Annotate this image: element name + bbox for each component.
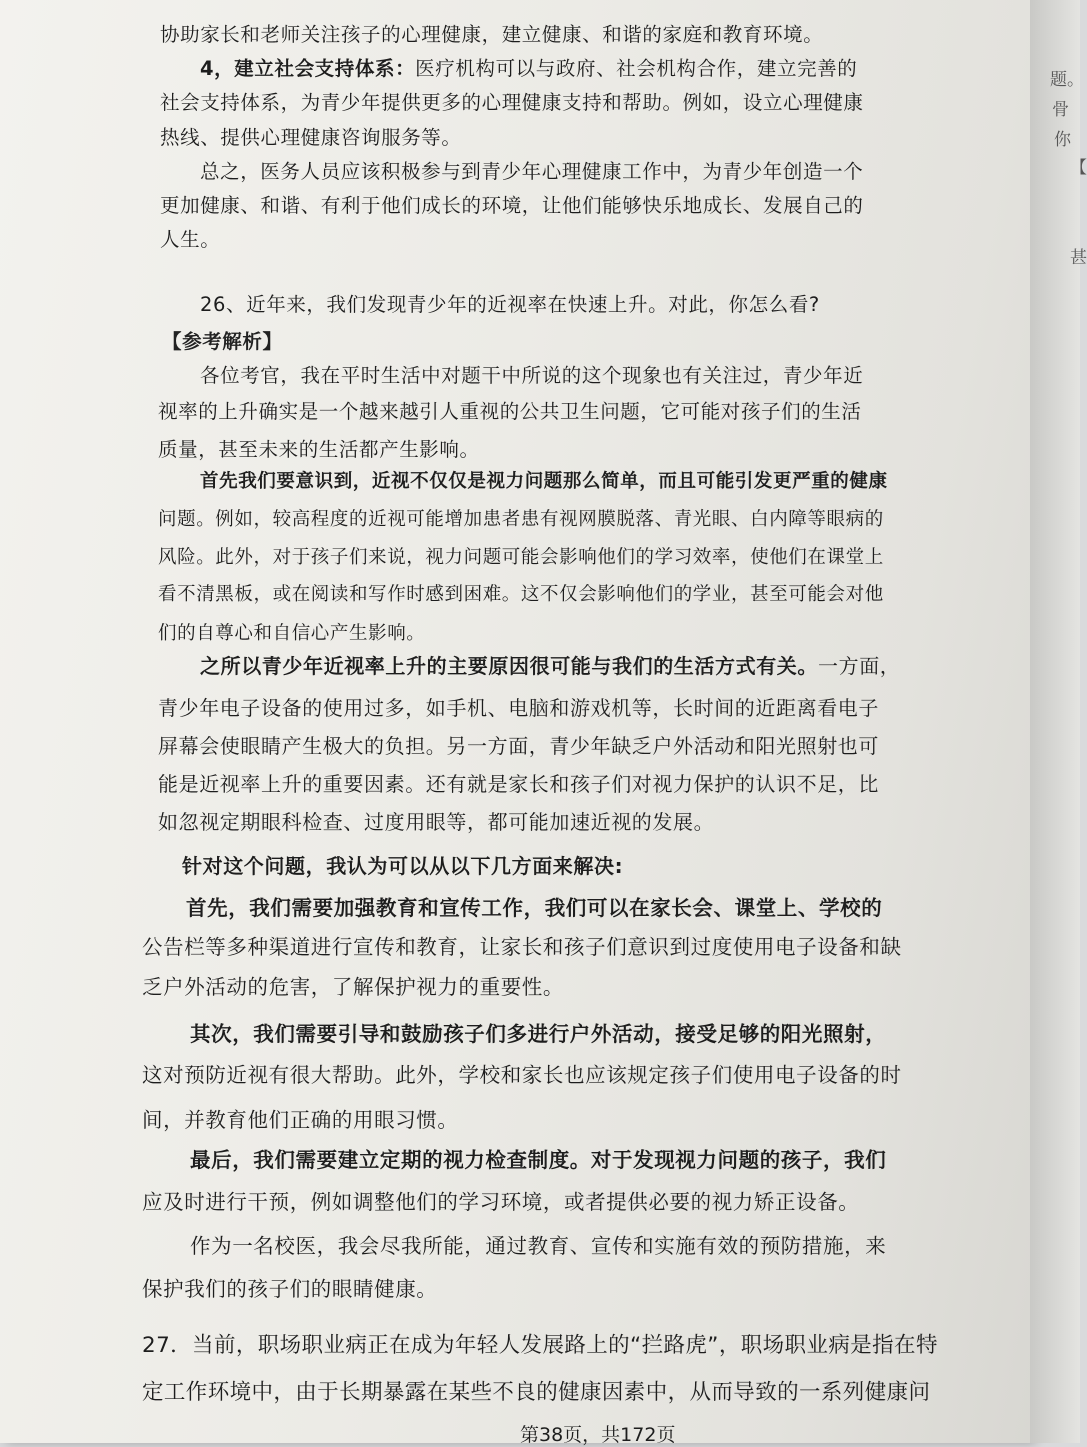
question-26: 26、近年来，我们发现青少年的近视率在快速上升。对此，你怎么看? [200, 293, 820, 316]
text-line: 各位考官，我在平时生活中对题干中所说的这个现象也有关注过，青少年近 [200, 364, 864, 387]
text-line: 保护我们的孩子们的眼睛健康。 [142, 1277, 438, 1301]
adjacent-page-edge [1030, 0, 1087, 1443]
text-line: 总之，医务人员应该积极参与到青少年心理健康工作中，为青少年创造一个 [200, 160, 864, 183]
edge-text: 甚 [1070, 248, 1087, 268]
text-line: 看不清黑板，或在阅读和写作时感到困难。这不仅会影响他们的学业，甚至可能会对他 [158, 584, 884, 605]
text-line [200, 59, 857, 79]
text-line: 间，并教育他们正确的用眼习惯。 [142, 1108, 459, 1132]
edge-text: 骨 [1052, 100, 1069, 120]
text-line: 定工作环境中，由于长期暴露在某些不良的健康因素中，从而导致的一系列健康问 [142, 1380, 931, 1405]
text-line: 针对这个问题，我认为可以从以下几方面来解决: [182, 854, 624, 878]
text-line: 屏幕会使眼睛产生极大的负担。另一方面，青少年缺乏户外活动和阳光照射也可 [158, 734, 879, 758]
page-number: 第38页，共172页 [520, 1424, 676, 1446]
text-line: 们的自尊心和自信心产生影响。 [158, 623, 426, 644]
text-span: 医疗机构可以与政府、社会机构合作，建立完善的 [415, 57, 858, 80]
text-line: 其次，我们需要引导和鼓励孩子们多进行户外活动，接受足够的阳光照射， [190, 1022, 887, 1046]
text-line: 视率的上升确实是一个越来越引人重视的公共卫生问题，它可能对孩子们的生活 [158, 400, 862, 423]
bold-span: 之所以青少年近视率上升的主要原因很可能与我们的生活方式有关。 [200, 654, 818, 678]
text-line: 公告栏等多种渠道进行宣传和教育，让家长和孩子们意识到过度使用电子设备和缺 [142, 935, 902, 959]
bold-span: 最后，我们需要建立定期的视力检查制度。 [190, 1148, 591, 1172]
text-line: 社会支持体系，为青少年提供更多的心理健康支持和帮助。例如，设立心理健康 [160, 91, 864, 114]
text-line: 首先我们要意识到，近视不仅仅是视力问题那么简单，而且可能引发更严重的健康 [200, 471, 888, 492]
text-line: 作为一名校医，我会尽我所能，通过教育、宣传和实施有效的预防措施，来 [190, 1234, 887, 1258]
text-line [200, 656, 900, 676]
edge-text: 【 [1070, 158, 1087, 178]
answer-tag: 【参考解析】 [162, 330, 283, 353]
text-line: 质量，甚至未来的生活都产生影响。 [158, 438, 480, 461]
text-line [190, 1150, 886, 1171]
question-27: 27．当前，职场职业病正在成为年轻人发展路上的“拦路虎”，职场职业病是指在特 [142, 1333, 938, 1358]
text-line: 人生。 [160, 228, 221, 251]
bold-span: 对于发现视力问题的孩子，我们 [590, 1148, 887, 1172]
text-line: 能是近视率上升的重要因素。还有就是家长和孩子们对视力保护的认识不足，比 [158, 772, 879, 796]
text-line: 这对预防近视有很大帮助。此外，学校和家长也应该规定孩子们使用电子设备的时 [142, 1063, 902, 1087]
text-line: 如忽视定期眼科检查、过度用眼等，都可能加速近视的发展。 [158, 810, 715, 834]
text-line: 问题。例如，较高程度的近视可能增加患者患有视网膜脱落、青光眼、白内障等眼病的 [158, 509, 884, 530]
text-line: 协助家长和老师关注孩子的心理健康，建立健康、和谐的家庭和教育环境。 [160, 23, 824, 46]
text-span: 一方面， [818, 654, 901, 678]
text-line: 风险。此外，对于孩子们来说，视力问题可能会影响他们的学习效率，使他们在课堂上 [158, 547, 884, 568]
text-line: 应及时进行干预，例如调整他们的学习环境，或者提供必要的视力矫正设备。 [142, 1190, 860, 1214]
section-heading: 4，建立社会支持体系： [200, 57, 416, 80]
text-line: 热线、提供心理健康咨询服务等。 [160, 126, 462, 149]
edge-text: 题。 [1050, 70, 1084, 90]
text-line: 青少年电子设备的使用过多，如手机、电脑和游戏机等，长时间的近距离看电子 [158, 696, 879, 720]
text-line: 乏户外活动的危害，了解保护视力的重要性。 [142, 975, 564, 999]
text-line: 更加健康、和谐、有利于他们成长的环境，让他们能够快乐地成长、发展自己的 [160, 194, 864, 217]
edge-text: 你 [1054, 130, 1071, 150]
text-line: 首先，我们需要加强教育和宣传工作，我们可以在家长会、课堂上、学校的 [186, 896, 883, 920]
